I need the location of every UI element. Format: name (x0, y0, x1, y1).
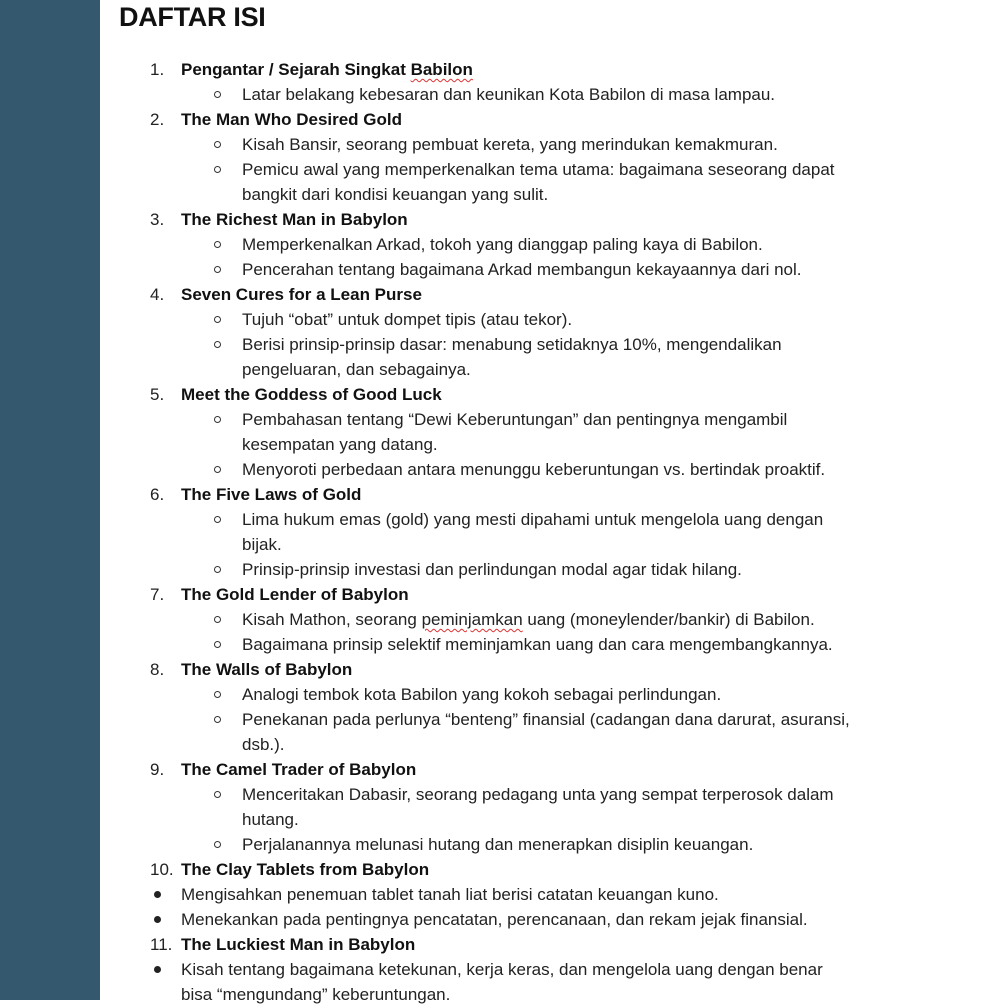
chapter-1 (100, 57, 1000, 82)
chapter-bullet-continued: bisa “mengundang” keberuntungan. (181, 985, 451, 1004)
chapter-bullet: Memperkenalkan Arkad, tokoh yang dianggap paling kaya di Babilon. (100, 232, 1000, 257)
chapter-bullet: Berisi prinsip-prinsip dasar: menabung setidaknya 10%, mengendalikan (100, 332, 1000, 357)
chapter-title: The Richest Man in Babylon (181, 210, 408, 229)
chapter-bullet: Penekanan pada perlunya “benteng” finansial (cadangan dana darurat, asuransi, (100, 707, 1000, 732)
chapter-title: Meet the Goddess of Good Luck (181, 385, 442, 404)
chapter-7 (100, 582, 1000, 607)
chapter-title: The Clay Tablets from Babylon (181, 860, 430, 879)
chapter-bullet: Tujuh “obat” untuk dompet tipis (atau tekor). (100, 307, 1000, 332)
page-title: DAFTAR ISI (119, 2, 266, 32)
circle-bullet-icon (214, 266, 221, 273)
chapter-bullet: Menyoroti perbedaan antara menunggu keberuntungan vs. bertindak proaktif. (100, 457, 1000, 482)
chapter-2 (100, 107, 1000, 132)
chapter-bullet: Perjalanannya melunasi hutang dan menerapkan disiplin keuangan. (100, 832, 1000, 857)
chapter-number: 1. (150, 60, 165, 79)
chapter-number: 6. (150, 485, 165, 504)
circle-bullet-icon (214, 791, 221, 798)
circle-bullet-icon (214, 841, 221, 848)
chapter-title: The Luckiest Man in Babylon (181, 935, 416, 954)
chapter-bullet: Kisah Mathon, seorang peminjamkan uang (moneylender/bankir) di Babilon. (100, 607, 1000, 632)
chapter-bullet: Menceritakan Dabasir, seorang pedagang unta yang sempat terperosok dalam (100, 782, 1000, 807)
circle-bullet-icon (214, 166, 221, 173)
document-page[interactable] (100, 0, 1000, 1004)
chapter-4 (100, 282, 1000, 307)
chapter-6 (100, 482, 1000, 507)
chapter-10 (100, 857, 1000, 882)
circle-bullet-icon (214, 516, 221, 523)
filled-bullet-icon (154, 916, 161, 923)
chapter-bullet: Analogi tembok kota Babilon yang kokoh sebagai perlindungan. (100, 682, 1000, 707)
circle-bullet-icon (214, 466, 221, 473)
chapter-number: 2. (150, 110, 165, 129)
circle-bullet-icon (214, 641, 221, 648)
filled-bullet-icon (154, 891, 161, 898)
table-of-contents (100, 57, 1000, 1007)
chapter-number: 3. (150, 210, 165, 229)
circle-bullet-icon (214, 316, 221, 323)
chapter-bullet-continued: bangkit dari kondisi keuangan yang sulit. (242, 185, 549, 204)
chapter-8 (100, 657, 1000, 682)
chapter-title: Seven Cures for a Lean Purse (181, 285, 422, 304)
chapter-title: The Camel Trader of Babylon (181, 760, 417, 779)
chapter-11 (100, 932, 1000, 957)
chapter-bullet-continued: hutang. (242, 810, 299, 829)
chapter-bullet: Kisah tentang bagaimana ketekunan, kerja keras, dan mengelola uang dengan benar (100, 957, 1000, 982)
circle-bullet-icon (214, 616, 221, 623)
chapter-number: 7. (150, 585, 165, 604)
chapter-title: The Gold Lender of Babylon (181, 585, 409, 604)
circle-bullet-icon (214, 341, 221, 348)
chapter-3 (100, 207, 1000, 232)
chapter-bullet: Bagaimana prinsip selektif meminjamkan uang dan cara mengembangkannya. (100, 632, 1000, 657)
filled-bullet-icon (154, 966, 161, 973)
circle-bullet-icon (214, 691, 221, 698)
spellcheck-flag[interactable]: Babilon (410, 60, 473, 79)
chapter-number: 5. (150, 385, 165, 404)
chapter-number: 8. (150, 660, 165, 679)
chapter-bullet-continued: kesempatan yang datang. (242, 435, 438, 454)
side-panel (0, 0, 100, 1000)
chapter-bullet: Lima hukum emas (gold) yang mesti dipahami untuk mengelola uang dengan (100, 507, 1000, 532)
chapter-bullet-continued: pengeluaran, dan sebagainya. (242, 360, 471, 379)
circle-bullet-icon (214, 141, 221, 148)
circle-bullet-icon (214, 716, 221, 723)
chapter-9 (100, 757, 1000, 782)
chapter-bullet: Pembahasan tentang “Dewi Keberuntungan” dan pentingnya mengambil (100, 407, 1000, 432)
chapter-title: The Walls of Babylon (181, 660, 353, 679)
circle-bullet-icon (214, 416, 221, 423)
spellcheck-flag[interactable]: peminjamkan (421, 610, 523, 629)
chapter-title: The Five Laws of Gold (181, 485, 362, 504)
chapter-bullet-continued: dsb.). (242, 735, 285, 754)
chapter-5 (100, 382, 1000, 407)
chapter-title: Pengantar / Sejarah Singkat Babilon (181, 60, 473, 79)
chapter-bullet: Prinsip-prinsip investasi dan perlindungan modal agar tidak hilang. (100, 557, 1000, 582)
chapter-title: The Man Who Desired Gold (181, 110, 403, 129)
chapter-bullet: Menekankan pada pentingnya pencatatan, perencanaan, dan rekam jejak finansial. (100, 907, 1000, 932)
chapter-number: 9. (150, 760, 165, 779)
chapter-bullet: Pemicu awal yang memperkenalkan tema utama: bagaimana seseorang dapat (100, 157, 1000, 182)
chapter-number: 4. (150, 285, 165, 304)
chapter-bullet: Pencerahan tentang bagaimana Arkad membangun kekayaannya dari nol. (100, 257, 1000, 282)
chapter-bullet: Kisah Bansir, seorang pembuat kereta, yang merindukan kemakmuran. (100, 132, 1000, 157)
circle-bullet-icon (214, 566, 221, 573)
chapter-bullet: Mengisahkan penemuan tablet tanah liat berisi catatan keuangan kuno. (100, 882, 1000, 907)
chapter-bullet-continued: bijak. (242, 535, 282, 554)
chapter-bullet: Latar belakang kebesaran dan keunikan Kota Babilon di masa lampau. (100, 82, 1000, 107)
chapter-number: 11. (150, 935, 173, 954)
chapter-number: 10. (150, 860, 174, 879)
circle-bullet-icon (214, 91, 221, 98)
circle-bullet-icon (214, 241, 221, 248)
